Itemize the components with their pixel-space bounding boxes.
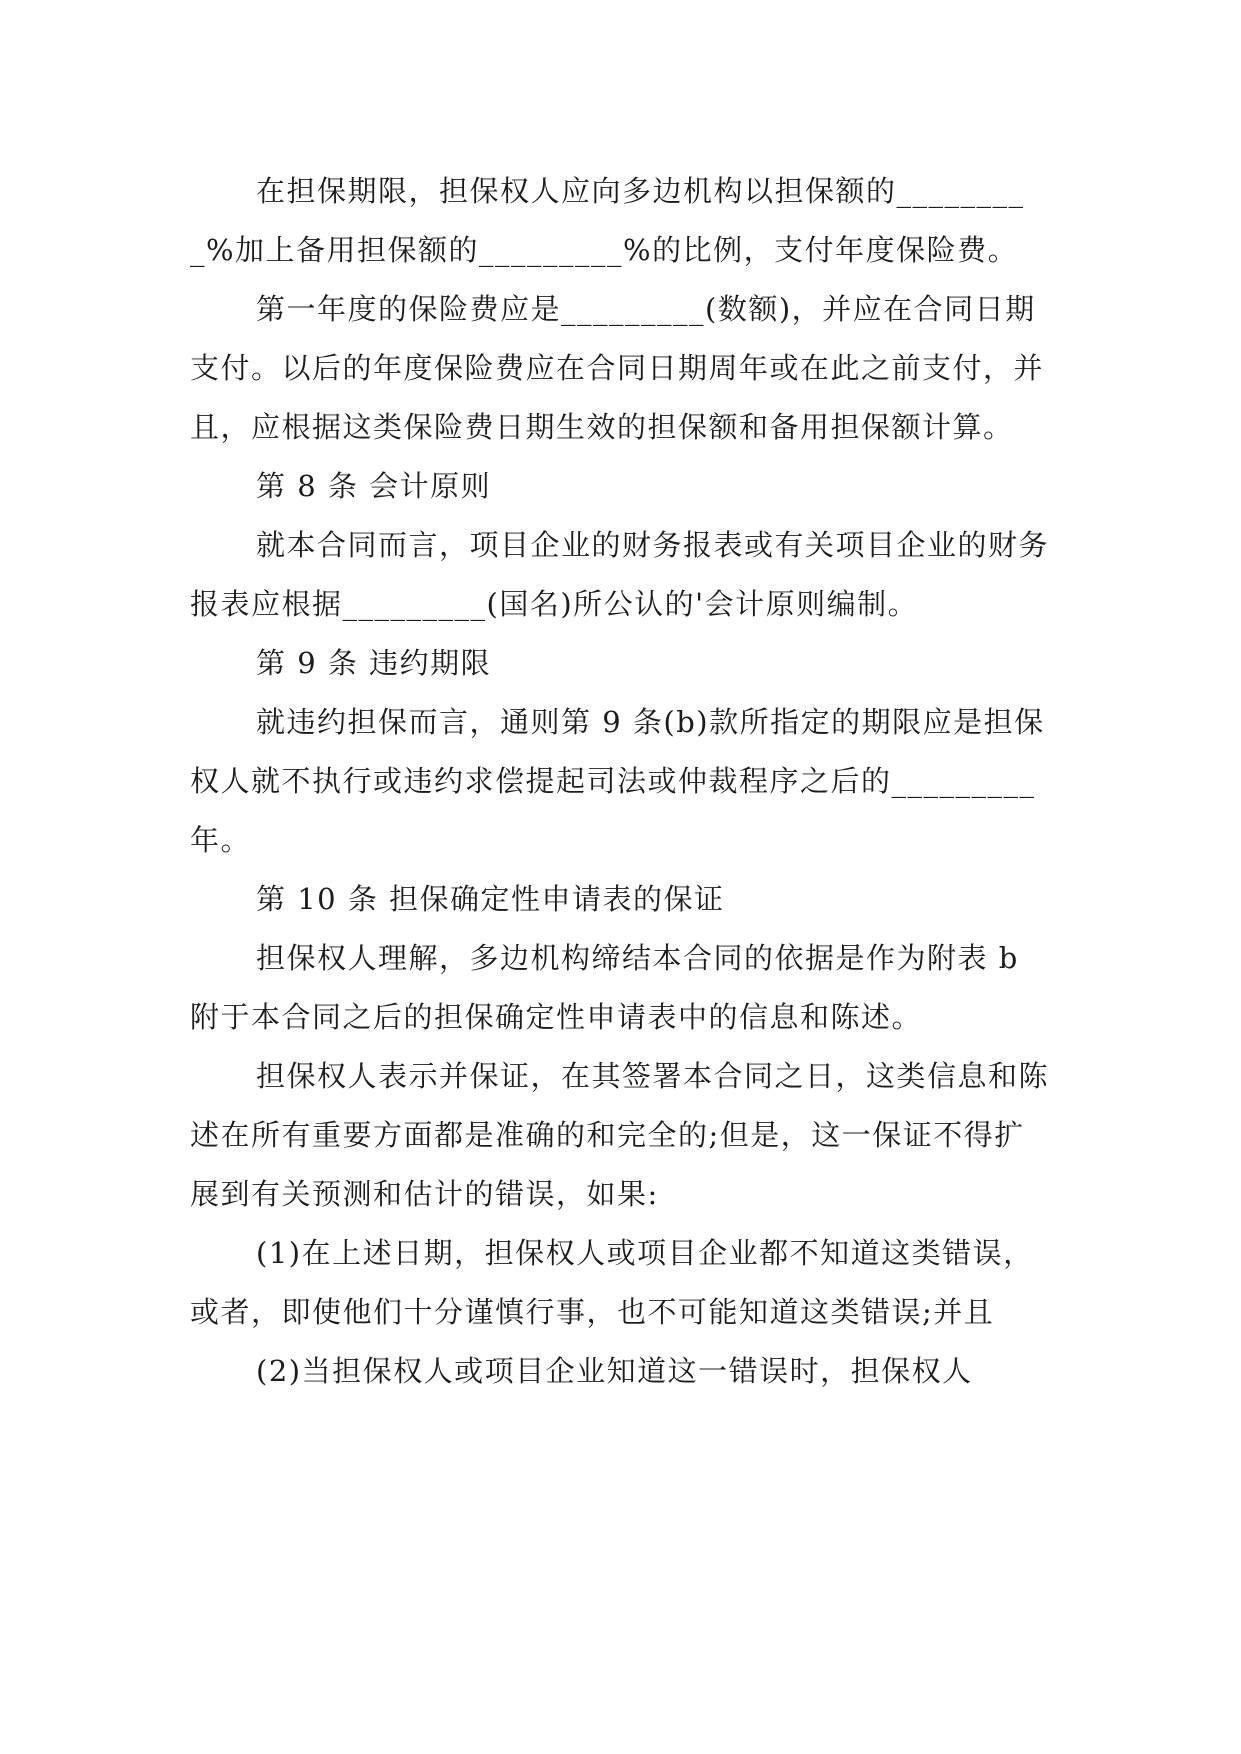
paragraph-representation-warranty: 担保权人表示并保证，在其签署本合同之日，这类信息和陈述在所有重要方面都是准确的和完全的;但是，这一保证不得扩展到有关预测和估计的错误，如果: xyxy=(190,1059,1050,1211)
article-10-heading: 第 10 条 担保确定性申请表的保证 xyxy=(256,882,725,916)
paragraph-condition-2: (2)当担保权人或项目企业知道这一错误时，担保权人 xyxy=(256,1354,973,1388)
document-body xyxy=(190,162,1050,1401)
article-9-heading: 第 9 条 违约期限 xyxy=(256,646,492,680)
paragraph-premium-rate: 在担保期限，担保权人应向多边机构以担保额的_________%加上备用担保额的_________%的比例，支付年度保险费。 xyxy=(190,174,1025,267)
paragraph-accounting-principles: 就本合同而言，项目企业的财务报表或有关项目企业的财务报表应根据_________(国名)所公认的'会计原则编制。 xyxy=(190,528,1050,621)
paragraph-condition-1: (1)在上述日期，担保权人或项目企业都不知道这类错误，或者，即使他们十分谨慎行事，也不可能知道这类错误;并且 xyxy=(190,1236,1034,1329)
paragraph-application-basis: 担保权人理解，多边机构缔结本合同的依据是作为附表 b 附于本合同之后的担保确定性申请表中的信息和陈述。 xyxy=(190,941,1019,1034)
paragraph-first-year-premium: 第一年度的保险费应是_________(数额)，并应在合同日期支付。以后的年度保险费应在合同日期周年或在此之前支付，并且，应根据这类保险费日期生效的担保额和备用担保额计算。 xyxy=(190,292,1045,444)
paragraph-default-period: 就违约担保而言，通则第 9 条(b)款所指定的期限应是担保权人就不执行或违约求偿提起司法或仲裁程序之后的_________年。 xyxy=(190,705,1045,857)
article-8-heading: 第 8 条 会计原则 xyxy=(256,469,492,503)
